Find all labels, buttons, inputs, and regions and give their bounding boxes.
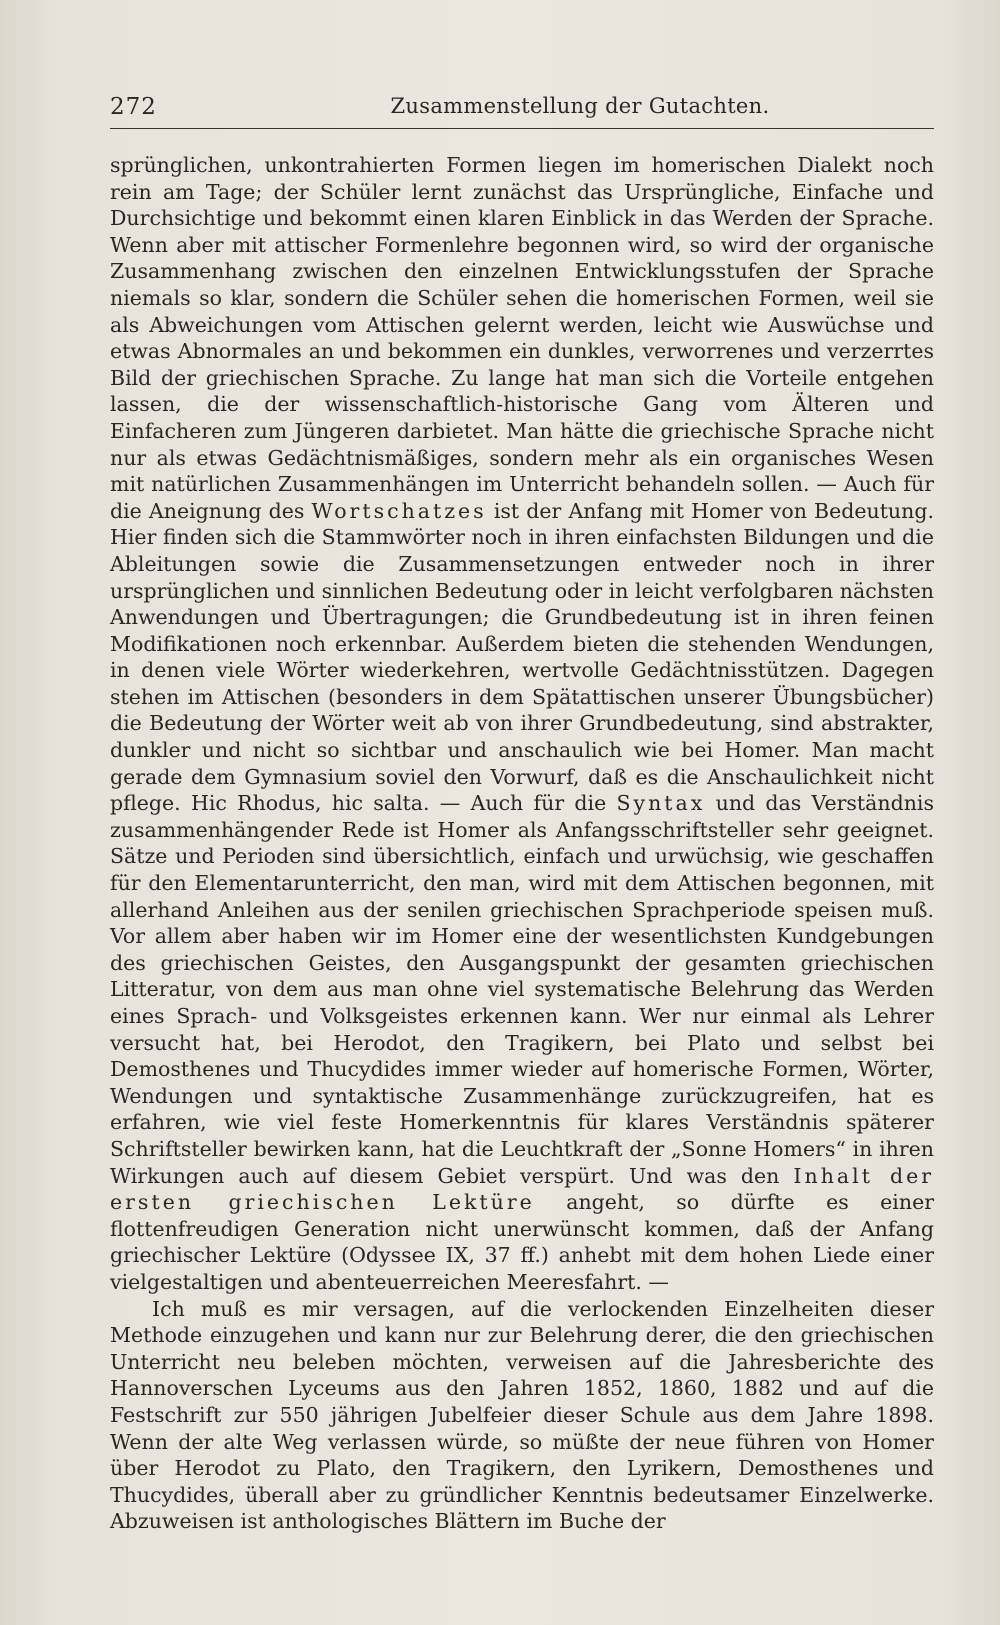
running-title: Zusammenstellung der Gutachten. xyxy=(390,94,770,118)
paragraph-1 xyxy=(110,152,934,1296)
paragraph-1-text-e: und das Verständnis zusammenhängender Rede ist Homer als Anfangsschriftsteller sehr geeignet. Sätze und Perioden sind übersichtlich, einfach und urwüchsig, wie geschaffen für den Elementarunterricht, den man, wird mit dem Attischen begonnen, mit allerhand Anleihen aus der senilen griechischen Sprachperiode speisen muß. Vor allem aber haben wir im Homer eine der wesentlichsten Kundgebungen des griechischen Geistes, den Ausgangspunkt der gesamten griechischen Litteratur, von dem aus man ohne viel systematische Belehrung das Werden eines Sprach- und Volksgeistes erkennen kann. Wer nur einmal als Lehrer versucht hat, bei Herodot, den Tragikern, bei Plato und selbst bei Demosthenes und Thucydides immer wieder auf homerische Formen, Wörter, Wendungen und syntaktische Zusammenhänge zurückzugreifen, hat es erfahren, wie viel feste Homerkenntnis für klares Verständnis späterer Schriftsteller bewirken kann, hat die Leuchtkraft der „Sonne Homers“ in ihren Wirkungen auch auf diesem Gebiet verspürt. Und was den xyxy=(110,791,934,1188)
paragraph-1-text-g: angeht, so dürfte es einer flottenfreudigen Generation nicht unerwünscht kommen, daß der Anfang griechischer Lektüre (Odyssee IX, 37 ff.) anhebt mit dem hohen Liede einer vielgestaltigen und abenteuerreichen Meeresfahrt. — xyxy=(110,1190,934,1294)
emphasis-inhalt: Inhalt der ersten griechischen Lektüre xyxy=(110,1163,935,1215)
paragraph-2: Ich muß es mir versagen, auf die verlockenden Einzelheiten dieser Methode einzugehen und kann nur zur Belehrung derer, die den griechischen Unterricht neu beleben möchten, verweisen auf die Jahresberichte des Hannoverschen Lyceums aus den Jahren 1852, 1860, 1882 und auf die Festschrift zur 550 jährigen Jubelfeier dieser Schule aus dem Jahre 1898. Wenn der alte Weg verlassen würde, so müßte der neue führen von Homer über Herodot zu Plato, den Tragikern, den Lyrikern, Demosthenes und Thucydides, überall aber zu gründlicher Kenntnis bedeutsamer Einzelwerke. Abzuweisen ist anthologisches Blättern im Buche der xyxy=(110,1296,934,1534)
page-number: 272 xyxy=(110,94,157,120)
emphasis-syntax: Syntax xyxy=(616,791,706,816)
paragraph-1-text-c: ist der Anfang mit Homer von Bedeutung. Hier finden sich die Stammwörter noch in ihren einfachsten Bildungen und die Ableitungen sowie die Zusammensetzungen entweder noch in ihrer ursprünglichen und sinnlichen Bedeutung oder in leicht verfolgbaren nächsten Anwendungen und Übertragungen; die Grundbedeutung ist in ihren feinen Modifikationen noch erkennbar. Außerdem bieten die stehenden Wendungen, in denen viele Wörter wiederkehren, wertvolle Gedächtnisstützen. Dagegen stehen im Attischen (besonders in dem Spätattischen unserer Übungsbücher) die Bedeutung der Wörter weit ab von ihrer Grundbedeutung, sind abstrakter, dunkler und nicht so sichtbar und anschaulich wie bei Homer. Man macht gerade dem Gymnasium soviel den Vorwurf, daß es die Anschaulichkeit nicht pflege. Hic Rhodus, hic salta. — Auch für die xyxy=(110,498,934,816)
page-header xyxy=(110,92,934,129)
paragraph-1-text-a: sprünglichen, unkontrahierten Formen liegen im homerischen Dialekt noch rein am Tage; der Schüler lernt zunächst das Ursprüngliche, Einfache und Durchsichtige und bekommt einen klaren Einblick in das Werden der Sprache. Wenn aber mit attischer Formenlehre begonnen wird, so wird der organische Zusammenhang zwischen den einzelnen Entwicklungsstufen der Sprache niemals so klar, sondern die Schüler sehen die homerischen Formen, weil sie als Abweichungen vom Attischen gelernt werden, leicht wie Auswüchse und etwas Abnormales an und bekommen ein dunkles, verworrenes und verzerrtes Bild der griechischen Sprache. Zu lange hat man sich die Vorteile entgehen lassen, die der wissenschaftlich-historische Gang vom Älteren und Einfacheren zum Jüngeren darbietet. Man hätte die griechische Sprache nicht nur als etwas Gedächtnismäßiges, sondern mehr als ein organisches Wesen mit natürlichen Zusammenhängen im Unterricht behandeln sollen. — Auch für die Aneignung des xyxy=(110,153,934,523)
body-text xyxy=(110,152,934,1535)
emphasis-wortschatz: Wortschatzes xyxy=(311,498,487,523)
